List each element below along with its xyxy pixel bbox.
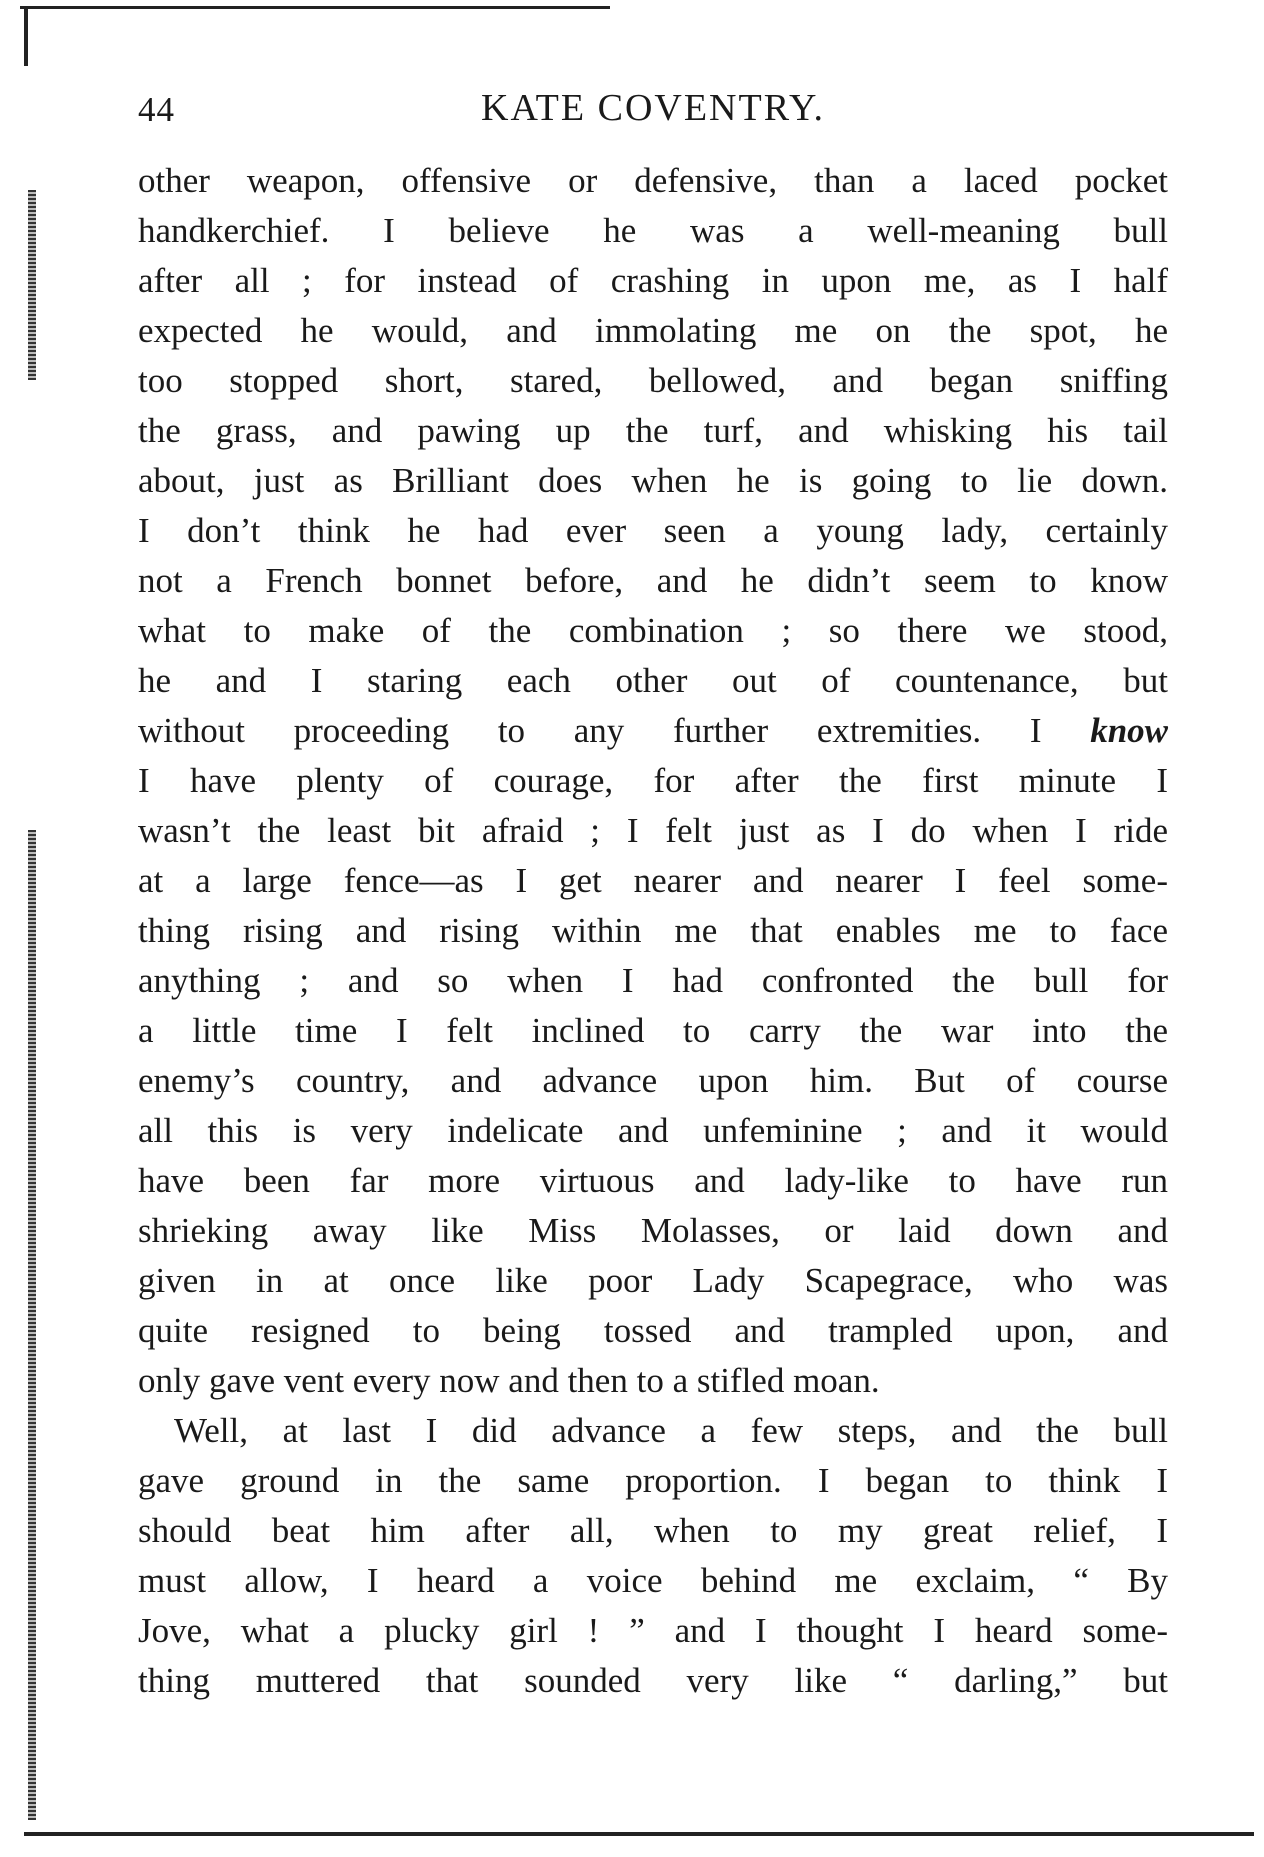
italic-word: know — [1090, 711, 1168, 750]
text-line: gave ground in the same proportion. I began to think I — [138, 1461, 1168, 1500]
scan-edge-corner — [24, 6, 28, 66]
text-line: what to make of the combination ; so there we stood, — [138, 611, 1168, 650]
text-line: all this is very indelicate and unfeminine ; and it would — [138, 1111, 1168, 1150]
text-line: have been far more virtuous and lady-like to have run — [138, 1161, 1168, 1200]
paragraph-1 — [138, 156, 1168, 1406]
running-title: KATE COVENTRY. — [481, 87, 825, 129]
text-segment: without proceeding to any further extremities. I — [138, 711, 1091, 750]
scan-edge-bottom — [24, 1832, 1254, 1836]
text-line: should beat him after all, when to my great relief, I — [138, 1511, 1168, 1550]
text-line-with-italic — [138, 706, 1168, 756]
text-line: shrieking away like Miss Molasses, or laid down and — [138, 1211, 1168, 1250]
text-line: not a French bonnet before, and he didn’t seem to know — [138, 561, 1168, 600]
text-line: Jove, what a plucky girl ! ” and I thought I heard some- — [138, 1611, 1168, 1650]
text-line: expected he would, and immolating me on the spot, he — [138, 311, 1168, 350]
text-line: quite resigned to being tossed and trampled upon, and — [138, 1311, 1168, 1350]
text-line: handkerchief. I believe he was a well-meaning bull — [138, 211, 1168, 250]
text-line: Well, at last I did advance a few steps, and the bull — [174, 1411, 1168, 1450]
text-line: the grass, and pawing up the turf, and whisking his tail — [138, 411, 1168, 450]
scan-edge-top — [20, 6, 610, 9]
scan-edge-left-upper — [28, 190, 36, 380]
text-line: too stopped short, stared, bellowed, and began sniffing — [138, 361, 1168, 400]
book-page — [138, 80, 1168, 1706]
text-line: a little time I felt inclined to carry the war into the — [138, 1011, 1168, 1050]
running-head — [138, 80, 1168, 140]
text-line: other weapon, offensive or defensive, than a laced pocket — [138, 161, 1168, 200]
text-line: after all ; for instead of crashing in upon me, as I half — [138, 261, 1168, 300]
page-number: 44 — [138, 90, 175, 129]
text-line: only gave vent every now and then to a stifled moan. — [138, 1361, 880, 1400]
paragraph-2 — [138, 1406, 1168, 1706]
text-line: I have plenty of courage, for after the first minute I — [138, 761, 1168, 800]
text-line: I don’t think he had ever seen a young lady, certainly — [138, 511, 1168, 550]
text-line: enemy’s country, and advance upon him. But of course — [138, 1061, 1168, 1100]
text-line: anything ; and so when I had confronted the bull for — [138, 961, 1168, 1000]
text-line: he and I staring each other out of countenance, but — [138, 661, 1168, 700]
text-line: at a large fence—as I get nearer and nearer I feel some- — [138, 861, 1168, 900]
text-line: wasn’t the least bit afraid ; I felt just as I do when I ride — [138, 811, 1168, 850]
text-line: must allow, I heard a voice behind me exclaim, “ By — [138, 1561, 1168, 1600]
scan-edge-left-lower — [28, 830, 36, 1820]
text-line: given in at once like poor Lady Scapegrace, who was — [138, 1261, 1168, 1300]
text-line: thing muttered that sounded very like “ darling,” but — [138, 1661, 1168, 1700]
body-text — [138, 156, 1168, 1706]
text-line: about, just as Brilliant does when he is going to lie down. — [138, 461, 1168, 500]
text-line: thing rising and rising within me that enables me to face — [138, 911, 1168, 950]
